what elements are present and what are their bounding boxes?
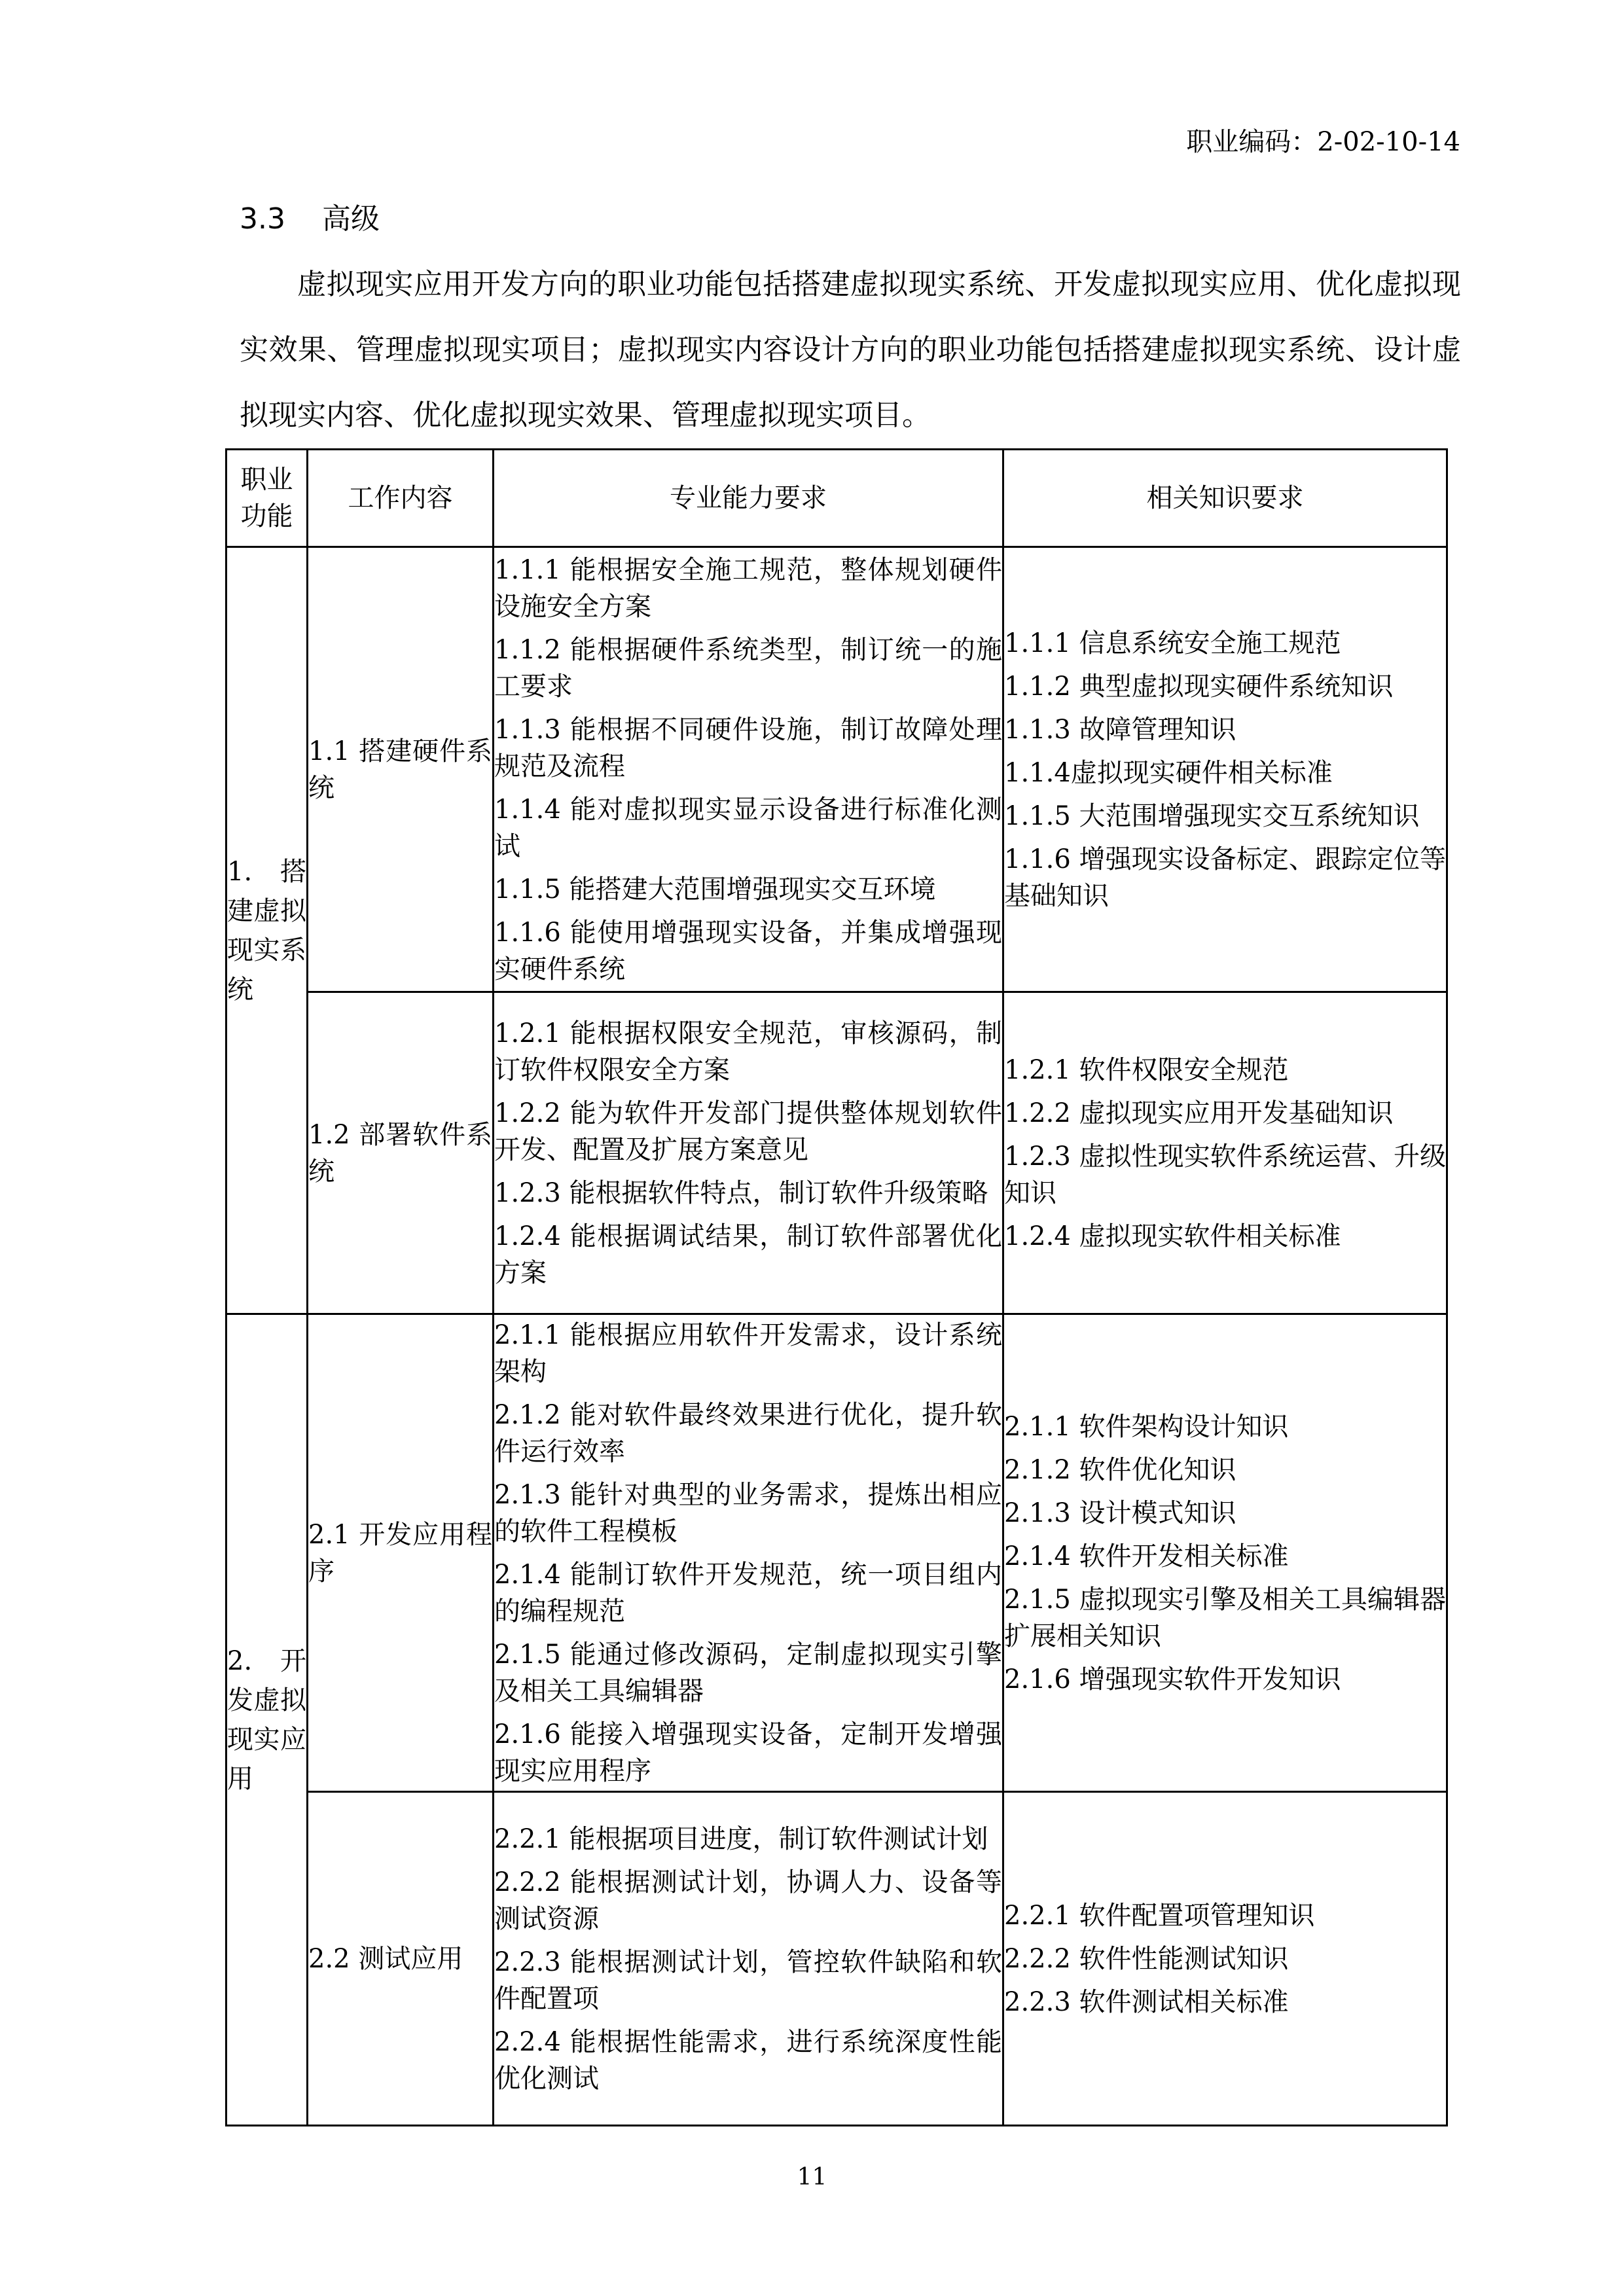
header-work-content: 工作内容 <box>308 450 494 547</box>
work-cell-2-1: 2.1 开发应用程序 <box>308 1314 494 1792</box>
skill-item: 1.1.1 能根据安全施工规范，整体规划硬件设施安全方案 <box>494 554 1002 622</box>
skills-cell-1-2 <box>494 992 1003 1314</box>
knowledge-item: 2.1.1 软件架构设计知识 <box>1004 1411 1289 1442</box>
skill-item: 2.1.5 能通过修改源码，定制虚拟现实引擎及相关工具编辑器 <box>494 1639 1002 1706</box>
knowledge-item: 1.1.2 典型虚拟现实硬件系统知识 <box>1004 671 1394 702</box>
knowledge-item: 1.1.4虚拟现实硬件相关标准 <box>1004 757 1333 788</box>
skill-item: 1.1.4 能对虚拟现实显示设备进行标准化测试 <box>494 794 1002 861</box>
skill-item: 2.2.4 能根据性能需求，进行系统深度性能优化测试 <box>494 2026 1002 2094</box>
work-cell-2-2: 2.2 测试应用 <box>308 1792 494 2126</box>
knowledge-cell-1-1 <box>1003 547 1447 992</box>
knowledge-item: 2.2.3 软件测试相关标准 <box>1004 1986 1289 2017</box>
skill-item: 1.1.2 能根据硬件系统类型，制订统一的施工要求 <box>494 634 1002 702</box>
knowledge-item: 2.2.2 软件性能测试知识 <box>1004 1943 1289 1974</box>
knowledge-item: 1.1.5 大范围增强现实交互系统知识 <box>1004 800 1420 831</box>
header-knowledge-requirements: 相关知识要求 <box>1003 450 1447 547</box>
skill-item: 2.2.2 能根据测试计划，协调人力、设备等测试资源 <box>494 1867 1002 1934</box>
header-skill-requirements: 专业能力要求 <box>494 450 1003 547</box>
skill-item: 2.1.6 能接入增强现实设备，定制开发增强现实应用程序 <box>494 1719 1002 1786</box>
skills-cell-2-2 <box>494 1792 1003 2126</box>
table-row <box>226 992 1447 1314</box>
skill-item: 1.2.4 能根据调试结果，制订软件部署优化方案 <box>494 1221 1002 1288</box>
function-cell-2: 2. 开发虚拟现实应用 <box>226 1314 308 2126</box>
skill-item: 2.1.3 能针对典型的业务需求，提炼出相应的软件工程模板 <box>494 1479 1002 1547</box>
knowledge-item: 1.1.6 增强现实设备标定、跟踪定位等基础知识 <box>1004 844 1446 911</box>
knowledge-item: 1.2.3 虚拟性现实软件系统运营、升级知识 <box>1004 1141 1446 1208</box>
work-cell-1-1: 1.1 搭建硬件系统 <box>308 547 494 992</box>
page-number: 11 <box>797 2164 827 2191</box>
knowledge-item: 1.1.1 信息系统安全施工规范 <box>1004 628 1341 658</box>
knowledge-item: 1.2.2 虚拟现实应用开发基础知识 <box>1004 1098 1394 1128</box>
skill-item: 2.2.1 能根据项目进度，制订软件测试计划 <box>494 1823 988 1854</box>
table-row <box>226 1792 1447 2126</box>
knowledge-item: 2.1.4 软件开发相关标准 <box>1004 1541 1289 1571</box>
table-header-row <box>226 450 1447 547</box>
table-row <box>226 547 1447 992</box>
knowledge-cell-2-1 <box>1003 1314 1447 1792</box>
skill-item: 2.1.2 能对软件最终效果进行优化，提升软件运行效率 <box>494 1399 1002 1467</box>
knowledge-item: 2.1.2 软件优化知识 <box>1004 1454 1236 1485</box>
function-cell-1: 1. 搭建虚拟现实系统 <box>226 547 308 1314</box>
knowledge-item: 1.2.4 虚拟现实软件相关标准 <box>1004 1221 1341 1251</box>
occupation-code: 职业编码：2-02-10-14 <box>1186 127 1460 157</box>
knowledge-item: 2.1.3 设计模式知识 <box>1004 1498 1236 1528</box>
skill-item: 2.1.4 能制订软件开发规范，统一项目组内的编程规范 <box>494 1559 1002 1626</box>
skill-item: 2.1.1 能根据应用软件开发需求，设计系统架构 <box>494 1319 1002 1387</box>
skill-item: 1.1.3 能根据不同硬件设施，制订故障处理规范及流程 <box>494 714 1002 781</box>
knowledge-item: 1.2.1 软件权限安全规范 <box>1004 1054 1289 1085</box>
skill-item: 1.2.2 能为软件开发部门提供整体规划软件开发、配置及扩展方案意见 <box>494 1098 1002 1165</box>
skill-item: 1.2.1 能根据权限安全规范，审核源码，制订软件权限安全方案 <box>494 1018 1002 1085</box>
knowledge-item: 2.1.6 增强现实软件开发知识 <box>1004 1664 1341 1695</box>
skill-item: 1.1.6 能使用增强现实设备，并集成增强现实硬件系统 <box>494 917 1002 984</box>
section-heading <box>240 195 380 237</box>
section-title: 高级 <box>321 202 380 236</box>
knowledge-cell-2-2 <box>1003 1792 1447 2126</box>
header-function: 职业功能 <box>226 450 308 547</box>
skill-item: 2.2.3 能根据测试计划，管控软件缺陷和软件配置项 <box>494 1946 1002 2014</box>
intro-paragraph: 虚拟现实应用开发方向的职业功能包括搭建虚拟现实系统、开发虚拟现实应用、优化虚拟现实效果、管理虚拟现实项目；虚拟现实内容设计方向的职业功能包括搭建虚拟现实系统、设计虚拟现实内容、优化虚拟现实效果、管理虚拟现实项目。 <box>240 268 1461 432</box>
skill-item: 1.2.3 能根据软件特点，制订软件升级策略 <box>494 1177 988 1208</box>
knowledge-item: 1.1.3 故障管理知识 <box>1004 714 1236 745</box>
table-row <box>226 1314 1447 1792</box>
knowledge-cell-1-2 <box>1003 992 1447 1314</box>
section-number: 3.3 <box>240 202 285 236</box>
work-cell-1-2: 1.2 部署软件系统 <box>308 992 494 1314</box>
skills-cell-2-1 <box>494 1314 1003 1792</box>
competency-table <box>225 448 1448 2126</box>
skills-cell-1-1 <box>494 547 1003 992</box>
skill-item: 1.1.5 能搭建大范围增强现实交互环境 <box>494 874 936 905</box>
knowledge-item: 2.1.5 虚拟现实引擎及相关工具编辑器扩展相关知识 <box>1004 1584 1446 1651</box>
knowledge-item: 2.2.1 软件配置项管理知识 <box>1004 1900 1315 1931</box>
